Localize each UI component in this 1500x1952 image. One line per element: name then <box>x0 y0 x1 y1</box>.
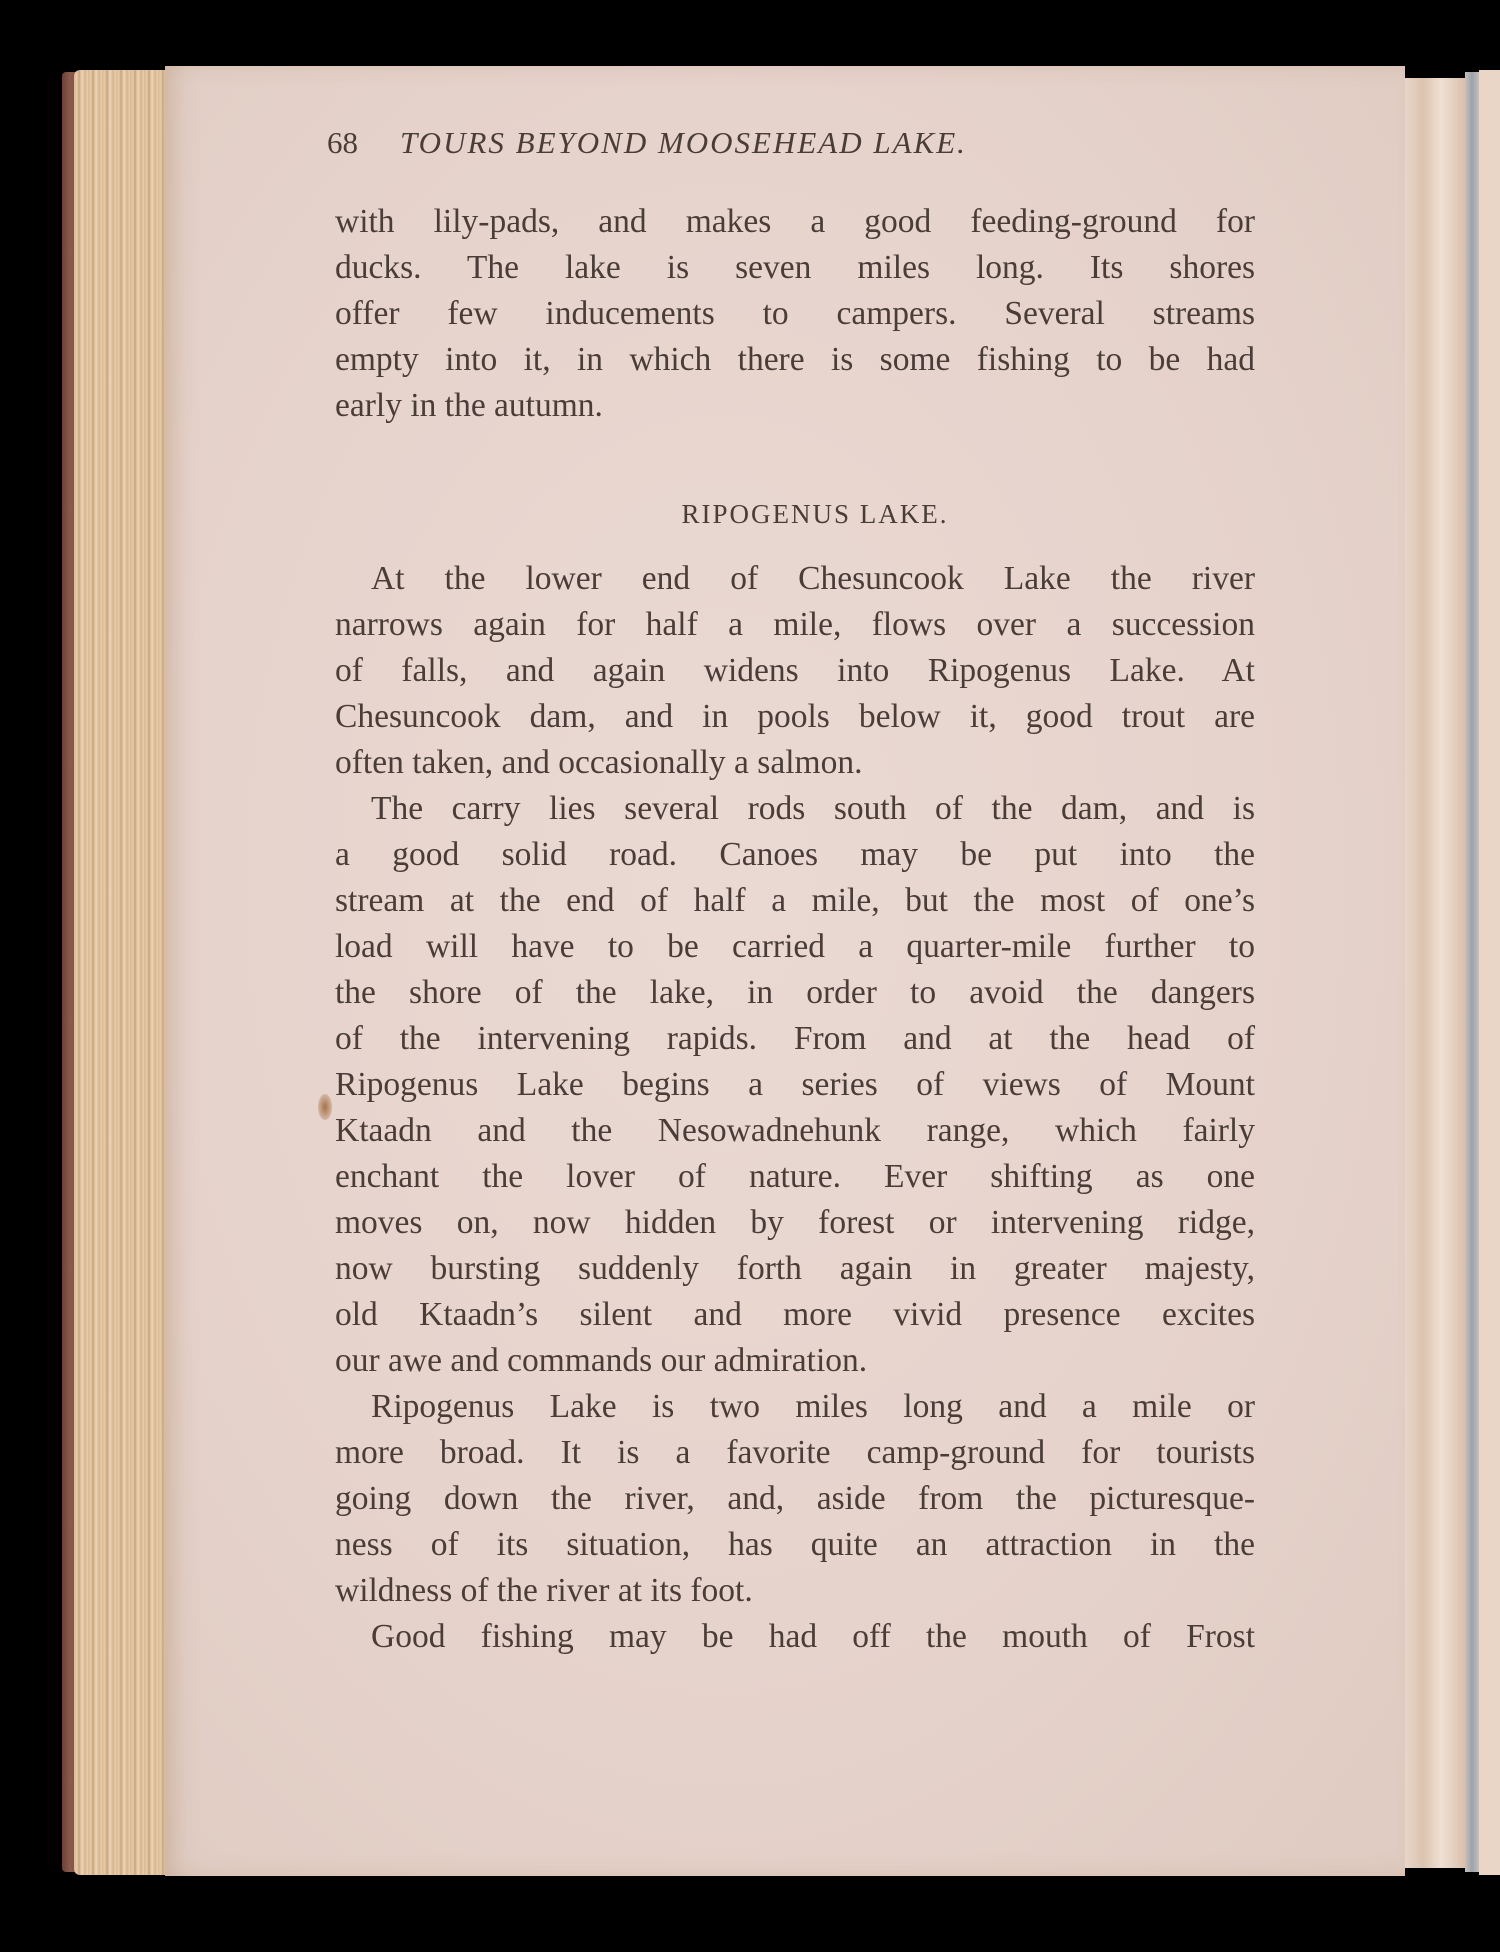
text-line: The carry lies several rods south of the dam, and is <box>371 790 1255 827</box>
text-line: often taken, and occasionally a salmon. <box>335 744 863 781</box>
text-line: early in the autumn. <box>335 387 603 424</box>
paragraph-2 <box>335 786 1255 1384</box>
text-line: load will have to be carried a quarter-mile further to <box>335 928 1255 965</box>
intro-paragraph <box>335 199 1255 429</box>
running-head <box>327 125 1255 161</box>
text-line: of the intervening rapids. From and at the head of <box>335 1020 1255 1057</box>
text-line: ducks. The lake is seven miles long. Its shores <box>335 249 1255 286</box>
text-line: Chesuncook dam, and in pools below it, good trout are <box>335 698 1255 735</box>
text-line: empty into it, in which there is some fishing to be had <box>335 341 1255 378</box>
text-line: ness of its situation, has quite an attraction in the <box>335 1526 1255 1563</box>
paragraph-1 <box>335 556 1255 786</box>
paragraph-3 <box>335 1384 1255 1614</box>
section-heading: RIPOGENUS LAKE. <box>681 499 949 529</box>
facing-page-edge <box>1465 72 1479 1872</box>
text-line: Ripogenus Lake is two miles long and a mile or <box>371 1388 1255 1425</box>
text-line: stream at the end of half a mile, but the most of one’s <box>335 882 1255 919</box>
text-line: moves on, now hidden by forest or intervening ridge, <box>335 1204 1255 1241</box>
text-line: our awe and commands our admiration. <box>335 1342 868 1379</box>
text-line: more broad. It is a favorite camp-ground for tourists <box>335 1434 1255 1471</box>
foxing-stain <box>318 1094 332 1120</box>
text-line: offer few inducements to campers. Several streams <box>335 295 1255 332</box>
text-line: the shore of the lake, in order to avoid the dangers <box>335 974 1255 1011</box>
text-line: Ktaadn and the Nesowadnehunk range, which fairly <box>335 1112 1255 1149</box>
text-line: with lily-pads, and makes a good feeding-ground for <box>335 203 1255 240</box>
running-title: TOURS BEYOND MOOSEHEAD LAKE. <box>400 125 967 160</box>
text-line: narrows again for half a mile, flows over a succession <box>335 606 1255 643</box>
page-number: 68 <box>327 125 358 160</box>
text-line: old Ktaadn’s silent and more vivid presence excites <box>335 1296 1255 1333</box>
text-line: a good solid road. Canoes may be put into the <box>335 836 1255 873</box>
book-gutter <box>1405 78 1465 1868</box>
page-text <box>327 125 1255 1660</box>
text-line: going down the river, and, aside from the picturesque- <box>335 1480 1255 1517</box>
facing-page <box>1479 70 1500 1875</box>
paragraph-4 <box>335 1614 1255 1660</box>
text-line: now bursting suddenly forth again in greater majesty, <box>335 1250 1255 1287</box>
text-line: of falls, and again widens into Ripogenus Lake. At <box>335 652 1255 689</box>
text-line: wildness of the river at its foot. <box>335 1572 753 1609</box>
text-line: Ripogenus Lake begins a series of views of Mount <box>335 1066 1255 1103</box>
text-line: enchant the lover of nature. Ever shifting as one <box>335 1158 1255 1195</box>
text-line: Good fishing may be had off the mouth of Frost <box>371 1618 1255 1655</box>
text-line: At the lower end of Chesuncook Lake the river <box>371 560 1255 597</box>
